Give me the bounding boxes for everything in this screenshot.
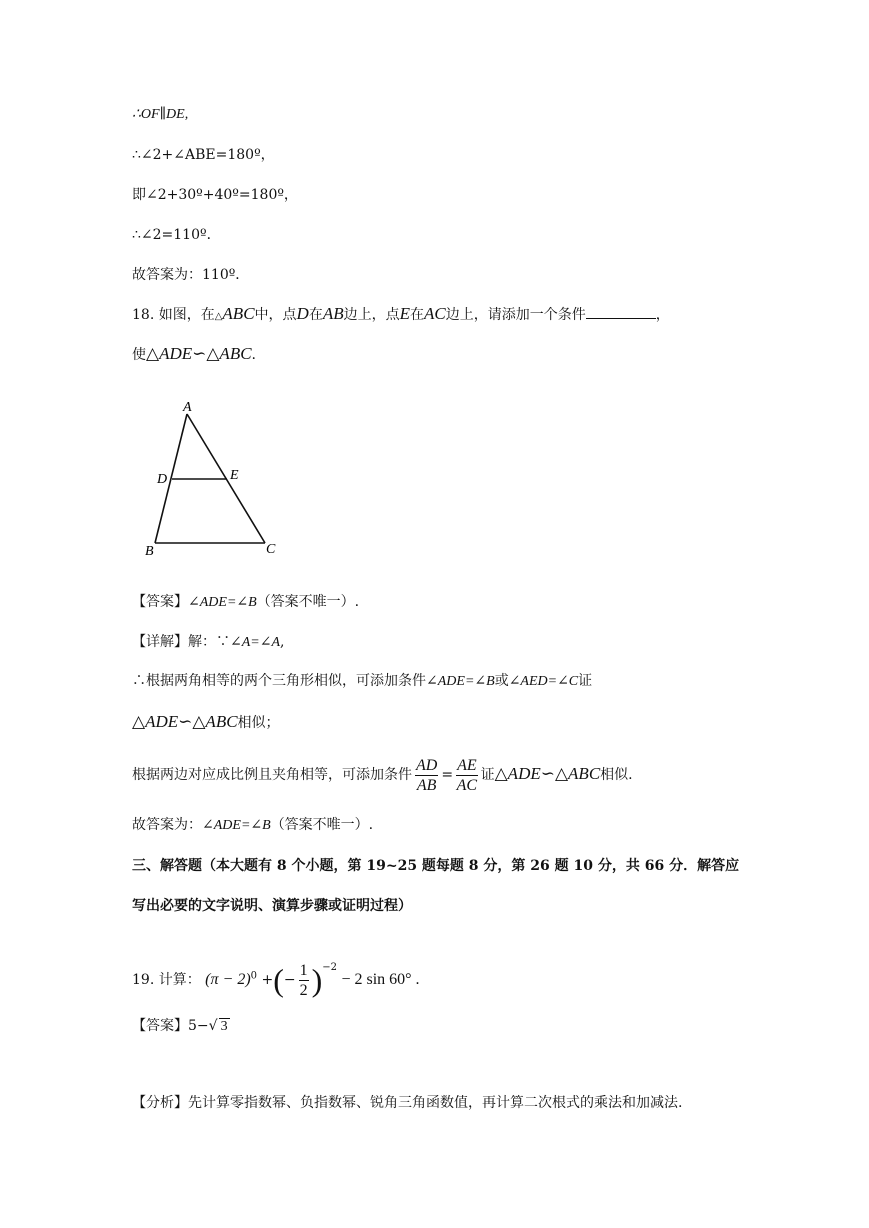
q18-text-5: 边上，请添加一个条件 bbox=[445, 307, 586, 323]
detail-18-line-3 bbox=[132, 712, 280, 733]
q19-pi-term: (π − 2) bbox=[205, 971, 251, 988]
answer-18-math: ∠ADE=∠B bbox=[188, 595, 257, 610]
answer-19 bbox=[132, 1016, 230, 1037]
detail-line4-end: 相似. bbox=[600, 767, 633, 783]
left-paren: ( bbox=[273, 962, 284, 998]
detail-18-line-1 bbox=[132, 632, 284, 653]
right-paren: ) bbox=[311, 962, 323, 998]
q19-prefix: 19. 计算： bbox=[132, 972, 201, 988]
detail-line5-math: ∠ADE=∠B bbox=[202, 818, 271, 833]
fraction-one-half bbox=[299, 961, 309, 1000]
analysis-text: 先计算零指数幂、负指数幂、锐角三角函数值，再计算二次根式的乘法和加减法. bbox=[188, 1095, 683, 1111]
solution-line-1: ∴OF∥DE, bbox=[132, 107, 189, 122]
q18-abc: ABC bbox=[222, 304, 255, 323]
q18-ab: AB bbox=[322, 304, 344, 323]
triangle-figure bbox=[138, 395, 288, 563]
label-d: D bbox=[157, 472, 168, 487]
q18-line2-suffix: . bbox=[251, 347, 256, 363]
detail-line5-end: （答案不唯一）. bbox=[270, 817, 374, 833]
detail-math: ∠A=∠A bbox=[230, 635, 281, 650]
sqrt-symbol: √ 3 bbox=[208, 1018, 228, 1034]
section-3-heading-line-1: 三、解答题（本大题有 8 个小题，第 19~25 题每题 8 分，第 26 题 10 分，共 66 分．解答应 bbox=[132, 858, 740, 874]
q18-text-1: 中，点 bbox=[254, 307, 297, 323]
answer-18-note: （答案不唯一）. bbox=[256, 594, 360, 610]
solution-line-3: 即∠2+30º+40º=180º， bbox=[132, 187, 298, 203]
detail-line5-text: 故答案为： bbox=[132, 817, 202, 833]
sqrt-argument: 3 bbox=[220, 1019, 228, 1034]
solution-line-5: 故答案为：110º． bbox=[132, 267, 250, 283]
detail-tag: 【详解】 bbox=[132, 634, 188, 650]
solution-line-4: ∴∠2=110º． bbox=[132, 227, 221, 243]
q18-e: E bbox=[399, 304, 410, 323]
detail-18-line-4 bbox=[132, 752, 633, 797]
equals-sign: = bbox=[441, 767, 454, 783]
q19-exponent-neg2: −2 bbox=[322, 962, 337, 973]
half-denominator: 2 bbox=[299, 981, 308, 999]
q19-plus: + bbox=[261, 972, 274, 988]
detail-line2-math1: ∠ADE=∠B bbox=[426, 674, 495, 689]
detail-text: 解：∵ bbox=[188, 634, 230, 650]
detail-line4-text: 根据两边对应成比例且夹角相等，可添加条件 bbox=[132, 767, 412, 783]
detail-line3-text: 相似； bbox=[237, 715, 280, 731]
solution-line-2: ∴∠2+∠ABE=180º， bbox=[132, 147, 275, 163]
question-18-line-1 bbox=[132, 304, 670, 327]
analysis-tag: 【分析】 bbox=[132, 1095, 188, 1111]
question-18-line-2 bbox=[132, 344, 256, 365]
q18-similarity: △ADE∽△ABC bbox=[146, 344, 252, 363]
q18-prefix: 18. 如图，在 bbox=[132, 307, 215, 323]
fraction-1-numerator: AD bbox=[416, 756, 438, 774]
q18-ac: AC bbox=[423, 304, 446, 323]
fraction-2-numerator: AE bbox=[457, 756, 477, 774]
label-e: E bbox=[230, 468, 239, 483]
detail-end: , bbox=[280, 634, 285, 650]
q19-minus-sign: − bbox=[283, 972, 296, 988]
detail-line2-text: ∴根据两角相等的两个三角形相似，可添加条件 bbox=[132, 673, 426, 689]
answer-blank bbox=[586, 304, 656, 319]
fraction-ae-ac bbox=[456, 756, 478, 795]
answer-19-tag: 【答案】 bbox=[132, 1018, 188, 1034]
label-c: C bbox=[266, 542, 276, 557]
label-b: B bbox=[145, 544, 154, 559]
detail-line2-or: 或 bbox=[494, 673, 509, 689]
q18-triangle-symbol: △ bbox=[214, 311, 223, 322]
detail-18-line-5 bbox=[132, 815, 373, 836]
q18-text-3: 边上，点 bbox=[343, 307, 400, 323]
fraction-ad-ab bbox=[415, 756, 438, 795]
q18-text-4: 在 bbox=[409, 307, 424, 323]
answer-18 bbox=[132, 592, 359, 613]
detail-line3-math: △ADE∽△ABC bbox=[132, 712, 238, 731]
q18-d: D bbox=[296, 304, 309, 323]
detail-line4-zheng: 证 bbox=[480, 767, 495, 783]
q19-tail: − 2 sin 60° . bbox=[341, 971, 420, 988]
label-a: A bbox=[183, 400, 192, 415]
detail-line4-math: △ADE∽△ABC bbox=[494, 764, 601, 783]
analysis-19 bbox=[132, 1093, 682, 1113]
detail-line2-math2: ∠AED=∠C bbox=[508, 674, 579, 689]
section-3-heading-line-2: 写出必要的文字说明、演算步骤或证明过程） bbox=[132, 898, 412, 914]
q18-line2-prefix: 使 bbox=[132, 347, 146, 363]
answer-tag: 【答案】 bbox=[132, 594, 188, 610]
q18-text-6: ， bbox=[655, 307, 670, 323]
fraction-2-denominator: AC bbox=[456, 776, 478, 794]
detail-18-line-2 bbox=[132, 671, 592, 692]
q19-exponent-0: 0 bbox=[250, 970, 258, 982]
detail-line2-end: 证 bbox=[578, 673, 593, 689]
question-19 bbox=[132, 948, 420, 1000]
fraction-1-denominator: AB bbox=[416, 776, 437, 794]
answer-19-value: 5− bbox=[188, 1018, 209, 1034]
q18-text-2: 在 bbox=[308, 307, 323, 323]
half-numerator: 1 bbox=[299, 961, 308, 979]
